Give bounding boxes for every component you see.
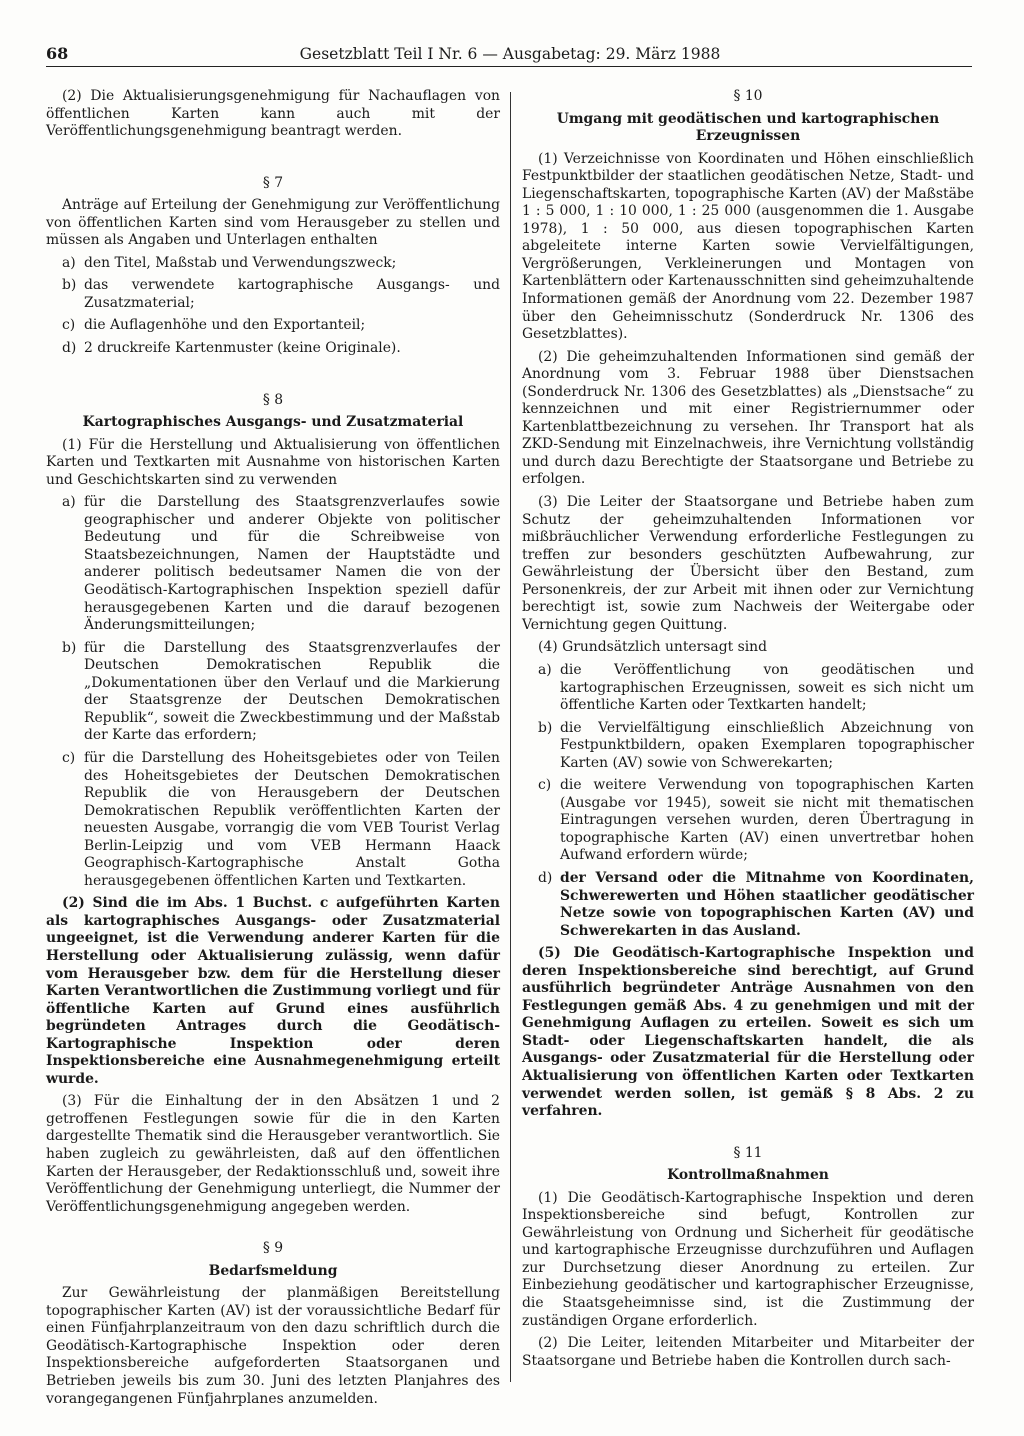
section-9-paragraph: Zur Gewährleistung der planmäßigen Bereitstellung topographischer Karten (AV) ist der voraussichtliche Bedarf für einen Fünfjahrplanzeitraum von den dazu schriftlich durch die Geodätisch-Kartographische Inspektion oder deren Inspektionsbereiche aufgeforderten Staatsorganen und Betrieben jeweils bis zum 30. Juni des letzten Planjahres des vorangegangenen Fünfjahrplanes anzumelden.: [46, 1285, 500, 1407]
section-10-paragraph-3: (3) Die Leiter der Staatsorgane und Betriebe haben zum Schutz der geheimzuhaltenden Informationen vor mißbräuchlicher Verwendung erforderliche Festlegungen zu treffen zur besonders geschützten Aufbewahrung, zur Gewährleistung der Übersicht über den Bestand, zum Personenkreis, der zur Arbeit mit ihnen oder zur Vernichtung berechtigt ist, sowie zum Nachweis der Weitergabe oder Vernichtung gegen Quittung.: [522, 494, 974, 633]
list-item: a) für die Darstellung des Staatsgrenzverlaufes sowie geographischer und anderer Objekte von politischer Bedeutung und für die Schreibweise von Staatsbezeichnungen, Namen der Hauptstädte und anderer politisch bedeutsamer Namen die von der Geodätisch-Kartographischen Inspektion speziell dafür herausgegebenen Karten und die darauf bezogenen Änderungsmitteilungen;: [62, 494, 500, 634]
page-number: 68: [46, 44, 69, 63]
section-8-title: Kartographisches Ausgangs- und Zusatzmaterial: [82, 414, 464, 431]
section-8-heading: § 8: [262, 391, 284, 408]
section-10-heading: § 10: [733, 88, 763, 104]
section-8-paragraph-3: (3) Für die Einhaltung der in den Absätzen 1 und 2 getroffenen Festlegungen sowie für die in den Karten dargestellte Thematik sind die Herausgeber verantwortlich. Sie haben zugleich zu gewährleisten, daß auf den öffentlichen Karten der Herausgeber, der Redaktionsschluß und, soweit ihre Veröffentlichung der Genehmigung unterliegt, die Nummer der Veröffentlichungsgenehmigung angegeben werden.: [46, 1093, 500, 1215]
list-item: c) die Auflagenhöhe und den Exportanteil;: [62, 317, 366, 334]
gazette-header-title: Gesetzblatt Teil I Nr. 6 — Ausgabetag: 29. März 1988: [299, 45, 721, 63]
section-10-title: Umgang mit geodätischen und kartographischen Erzeugnissen: [556, 110, 940, 145]
section-11-paragraph-1: (1) Die Geodätisch-Kartographische Inspektion und deren Inspektionsbereiche sind befugt, Kontrollen zur Gewährleistung von Ordnung und Sicherheit für geodätische und kartographische Erzeugnisse durchzuführen und Auflagen zur Durchsetzung dieser Anordnung zu erteilen. Zur Einbeziehung geodätischer und kartographischer Erzeugnisse, die Staatsgeheimnisse sind, ist die Zustimmung der zuständigen Organe erforderlich.: [522, 1189, 974, 1329]
list-item: a) die Veröffentlichung von geodätischen und kartographischen Erzeugnissen, soweit es sich nicht um öffentliche Karten oder Textkarten handelt;: [538, 661, 974, 714]
section-7-heading: § 7: [262, 174, 284, 191]
section-7-intro: Anträge auf Erteilung der Genehmigung zur Veröffentlichung von öffentlichen Karten sind vom Herausgeber zu stellen und müssen als Angaben und Unterlagen enthalten: [46, 197, 500, 249]
section-11-paragraph-2: (2) Die Leiter, leitenden Mitarbeiter und Mitarbeiter der Staatsorgane und Betriebe haben die Kontrollen durch sach-: [522, 1335, 974, 1369]
header-rule: [46, 66, 972, 67]
left-column: [46, 88, 500, 1408]
list-item: d) 2 druckreife Kartenmuster (keine Originale).: [62, 340, 401, 357]
column-divider: [510, 92, 511, 1382]
list-item: b) für die Darstellung des Staatsgrenzverlaufes der Deutschen Demokratischen Republik die „Dokumentationen über den Verlauf und die Markierung der Staatsgrenze der Deutschen Demokratischen Republik“, soweit die Zweckbestimmung und der Maßstab der Karte das erfordern;: [62, 639, 500, 744]
section-11-heading: § 11: [733, 1144, 763, 1161]
list-item: c) die weitere Verwendung von topographischen Karten (Ausgabe vor 1945), soweit sie nicht mit thematischen Eintragungen versehen wurden, deren Übertragung in topographische Karten (AV) einen unvertretbar hohen Aufwand erfordern würde;: [538, 777, 974, 864]
section-10-paragraph-2: (2) Die geheimzuhaltenden Informationen sind gemäß der Anordnung vom 3. Februar 1988 über Dienstsachen (Sonderdruck Nr. 1306 des Gesetzblattes) als „Dienstsache“ zu kennzeichnen und mit einer Registriernummer oder Kartenblattbezeichnung zu versehen. Ihr Transport hat als ZKD-Sendung mit Einzelnachweis, ihre Vernichtung vollständig und durch dazu Berechtigte der Staatsorgane und Betriebe zu erfolgen.: [522, 348, 974, 488]
list-item: d) der Versand oder die Mitnahme von Koordinaten, Schwerewerten und Höhen staatlicher geodätischer Netze sowie von topographischen Karten (AV) und Schwerekarten in das Ausland.: [538, 869, 974, 939]
section-8-paragraph-2: (2) Sind die im Abs. 1 Buchst. c aufgeführten Karten als kartographisches Ausgangs- oder Zusatzmaterial ungeeignet, ist die Verwendung anderer Karten für die Herstellung oder Aktualisierung zulässig, wenn dafür vom Herausgeber bzw. dem für die Herstellung dieser Karten Verantwortlichen die Zustimmung vorliegt und für öffentliche Karten auf Grund eines ausführlich begründeten Antrages durch die Geodätisch-Kartographische Inspektion oder deren Inspektionsbereiche eine Ausnahmegenehmigung erteilt wurde.: [46, 895, 500, 1087]
section-10-paragraph-4: (4) Grundsätzlich untersagt sind: [538, 639, 767, 656]
list-item: b) das verwendete kartographische Ausgangs- und Zusatzmaterial;: [62, 277, 500, 311]
list-item: c) für die Darstellung des Hoheitsgebietes oder von Teilen des Hoheitsgebietes der Deutschen Demokratischen Republik die von Herausgebern der Deutschen Demokratischen Republik veröffentlichten Karten der neuesten Ausgabe, vorrangig die vom VEB Tourist Verlag Berlin-Leipzig und vom VEB Hermann Haack Geographisch-Kartographische Anstalt Gotha herausgegebenen öffentlichen Karten und Textkarten.: [62, 749, 500, 889]
section-10-paragraph-1: (1) Verzeichnisse von Koordinaten und Höhen einschließlich Festpunktbilder der staatlichen geodätischen Netze, Stadt- und Liegenschaftskarten, topographische Karten (AV) der Maßstäbe 1 : 5 000, 1 : 10 000, 1 : 25 000 (ausgenommen die 1. Ausgabe 1978), 1 : 50 000, aus diesen topographischen Karten abgeleitete interne Karten sowie Vervielfältigungen, Vergrößerungen, Verkleinerungen und Montagen von Kartenblättern oder Kartenausschnitten sind geheimzuhaltende Informationen gemäß der Anordnung vom 22. Dezember 1987 über den Geheimnisschutz (Sonderdruck Nr. 1306 des Gesetzblattes).: [522, 150, 974, 343]
section-11-title: Kontrollmaßnahmen: [667, 1167, 829, 1184]
section-9-heading: § 9: [262, 1240, 284, 1257]
right-column: [522, 88, 974, 1370]
section-10-paragraph-5: (5) Die Geodätisch-Kartographische Inspektion und deren Inspektionsbereiche sind berechtigt, auf Grund ausführlich begründeter Anträge Ausnahmen von den Festlegungen gemäß Abs. 4 zu genehmigen und mit der Genehmigung Auflagen zu erteilen. Soweit es sich um Stadt- oder Liegenschaftskarten handelt, die als Ausgangs- oder Zusatzmaterial für die Herstellung oder Aktualisierung von öffentlichen Karten oder Textkarten verwendet werden sollen, ist gemäß § 8 Abs. 2 zu verfahren.: [522, 945, 974, 1120]
paragraph-6-2: (2) Die Aktualisierungsgenehmigung für Nachauflagen von öffentlichen Karten kann auch mit der Veröffentlichungsgenehmigung beantragt werden.: [46, 88, 500, 140]
list-item: b) die Vervielfältigung einschließlich Abzeichnung von Festpunktbildern, opaken Exemplaren topographischer Karten (AV) sowie von Schwerekarten;: [538, 719, 974, 771]
list-item: a) den Titel, Maßstab und Verwendungszweck;: [62, 254, 397, 271]
section-9-title: Bedarfsmeldung: [208, 1262, 338, 1279]
section-8-paragraph-1: (1) Für die Herstellung und Aktualisierung von öffentlichen Karten und Textkarten mit Ausnahme von historischen Karten und Geschichtskarten sind zu verwenden: [46, 436, 500, 488]
